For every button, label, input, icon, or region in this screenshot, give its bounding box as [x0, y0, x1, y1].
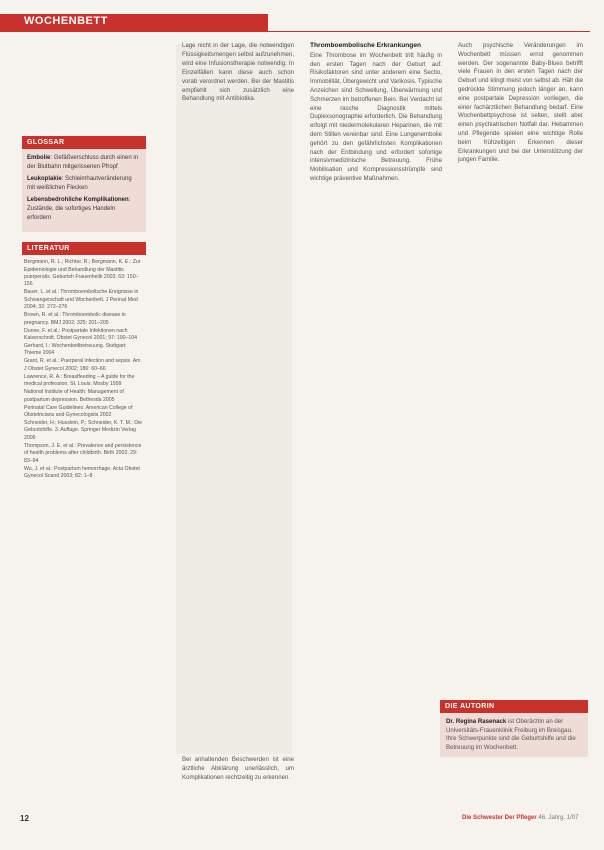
author-content: [440, 713, 588, 757]
column-a-top: [182, 42, 294, 104]
glossar-text: Zustände, die sofortiges Handeln erfordern: [27, 205, 116, 221]
glossar-box: [22, 149, 146, 232]
body-paragraph: Auch psychische Veränderungen im Wochenbett müssen ernst genommen werden. Der sogenannte Baby-Blues betrifft viele Frauen in den ersten Tagen nach der Geburt und klingt meist von selbst ab. Hält die gedrückte Stimmung jedoch länger an, kann eine postpartale Depression vorliegen, die einer fachärztlichen Behandlung bedarf. Eine Wochenbettpsychose ist selten, stellt aber einen psychiatrischen Notfall dar. Hebammen und Pflegende spielen eine wichtige Rolle beim frühzeitigen Erkennen dieser Erkrankungen und bei der Unterstützung der jungen Familie.: [458, 42, 583, 164]
literatur-item: Thompson, J. E. et al.: Prevalence and persistence of health problems after childbirth. Birth 2002; 29: 83–94: [24, 442, 142, 464]
literatur-item: Brown, R. et al.: Thromboembolic disease in pregnancy. BMJ 2002; 325: 201–205: [24, 312, 126, 326]
section-title: WOCHENBETT: [24, 15, 108, 27]
literatur-item: National Institute of Health: Management of postpartum depression. Bethesda 2005: [24, 389, 124, 403]
glossar-term: Lebensbedrohliche Komplikationen: [27, 197, 129, 204]
literatur-item: Schneider, H.; Husslein, P.; Schneider, K. T. M.: Die Geburtshilfe. 3. Auflage. Springer Medizin Verlag 2006: [24, 420, 143, 441]
literatur-item: Grant, R. et al.: Puerperal infection and sepsis. Am J Obstet Gynecol 2002; 186: 60–66: [24, 358, 141, 372]
author-bio: ist Oberärztin an der Universitäts-Frauenklinik Freiburg im Breisgau. Ihre Schwerpunkte sind die Geburtshilfe und die Betreuung im Wochenbett.: [446, 718, 576, 751]
footer: [462, 815, 578, 821]
body-paragraph: Bei anhaltenden Beschwerden ist eine ärztliche Abklärung unerlässlich, um Komplikationen rechtzeitig zu erkennen.: [182, 756, 294, 781]
subheading: Thromboembolische Erkrankungen: [310, 42, 422, 49]
literatur-list: [22, 255, 146, 480]
literatur-item: Wu, J. et al.: Postpartum hemorrhage. Acta Obstet Gynecol Scand 2003; 82: 1–8: [24, 465, 140, 480]
literatur-item: Bauer, L. et al.: Thromboembolische Ereignisse in Schwangerschaft und Wochenbett. J Perinat Med 2004; 32: 272–276: [24, 289, 139, 311]
glossar-text: Gefäßverschluss durch einen in der Blutbahn mitgerissenen Pfropf: [27, 155, 139, 170]
issue-info: 46. Jahrg. 1/07: [538, 815, 579, 821]
glossar-entry: Embolie: Gefäßverschluss durch einen in der Blutbahn mitgerissenen Pfropf: [27, 155, 139, 170]
literatur-item: Dunne, F. et al.: Postpartale Infektionen nach Kaiserschnitt. Obstet Gynecol 2001; 97: 100–104: [24, 327, 138, 341]
column-c: [458, 42, 583, 169]
column-b: [310, 42, 442, 188]
literatur-item: Lawrence, R. A.: Breastfeeding – A guide for the medical profession. St. Louis: Mosby 1999: [24, 373, 135, 388]
literatur-item: Gerhard, I.: Wochenbettbetreuung. Stuttgart: Thieme 2004: [24, 343, 127, 357]
page-number: 12: [20, 814, 29, 823]
glossar-term: Leukoplakie: [27, 176, 62, 183]
body-paragraph: Eine Thrombose im Wochenbett tritt häufig in den ersten Tagen nach der Geburt auf. Risikofaktoren sind unter anderem eine Sectio, Immobilität, Übergewicht und Varikosis. Typische Anzeichen sind Schwellung, Überwärmung und Schmerzen im betroffenen Bein. Bei Verdacht ist eine rasche Diagnostik mittels Duplexsonographie erforderlich. Die Behandlung erfolgt mit niedermolekularen Heparinen, die mit dem Stillen vereinbar sind. Eine Lungenembolie gehört zu den gefährlichsten Komplikationen nach der Entbindung und erfordert sofortige intensivmedizinische Betreuung. Frühe Mobilisation und Kompressionsstrümpfe sind wichtige präventive Maßnahmen.: [310, 51, 442, 182]
literatur-item: Bergmann, R. L.; Richter, R.; Bergmann, K. E.: Zur Epidemiologie und Behandlung der Mastitis puerperalis. Geburtsh Frauenheilk 2003; 63: 150–156: [24, 259, 141, 288]
glossar-heading: GLOSSAR: [22, 136, 146, 149]
literatur-heading: LITERATUR: [22, 242, 146, 255]
body-paragraph: Lage nicht in der Lage, die notwendigen Flüssigkeitsmengen selbst aufzunehmen, wird eine Infusionstherapie notwendig. In Einzelfällen kann diese auch schon vorab verordnet werden. Bei der Mastitis empfiehlt sich zusätzlich eine Behandlung mit Antibiotika.: [182, 42, 294, 103]
glossar-entry: Lebensbedrohliche Komplikationen: Zustände, die sofortiges Handeln erfordern: [27, 197, 131, 221]
header-rule: [268, 31, 590, 32]
image-placeholder: [176, 44, 292, 754]
glossar-entry: Leukoplakie: Schleimhautveränderung mit weißlichen Flecken: [27, 176, 132, 191]
column-a-bottom: [182, 756, 294, 783]
glossar-term: Embolie: [27, 155, 51, 161]
sidebar: [22, 136, 146, 481]
author-heading: DIE AUTORIN: [440, 700, 588, 713]
author-box: [440, 700, 588, 757]
magazine-name: Die Schwester Der Pfleger: [462, 815, 537, 821]
author-name: Dr. Regina Rasenack: [446, 718, 507, 725]
literatur-item: Perinatal Care Guidelines. American College of Obstetricians and Gynecologists 2002: [24, 404, 133, 419]
glossar-text: Schleimhautveränderung mit weißlichen Flecken: [27, 176, 132, 191]
section-header-bar: [0, 14, 268, 32]
